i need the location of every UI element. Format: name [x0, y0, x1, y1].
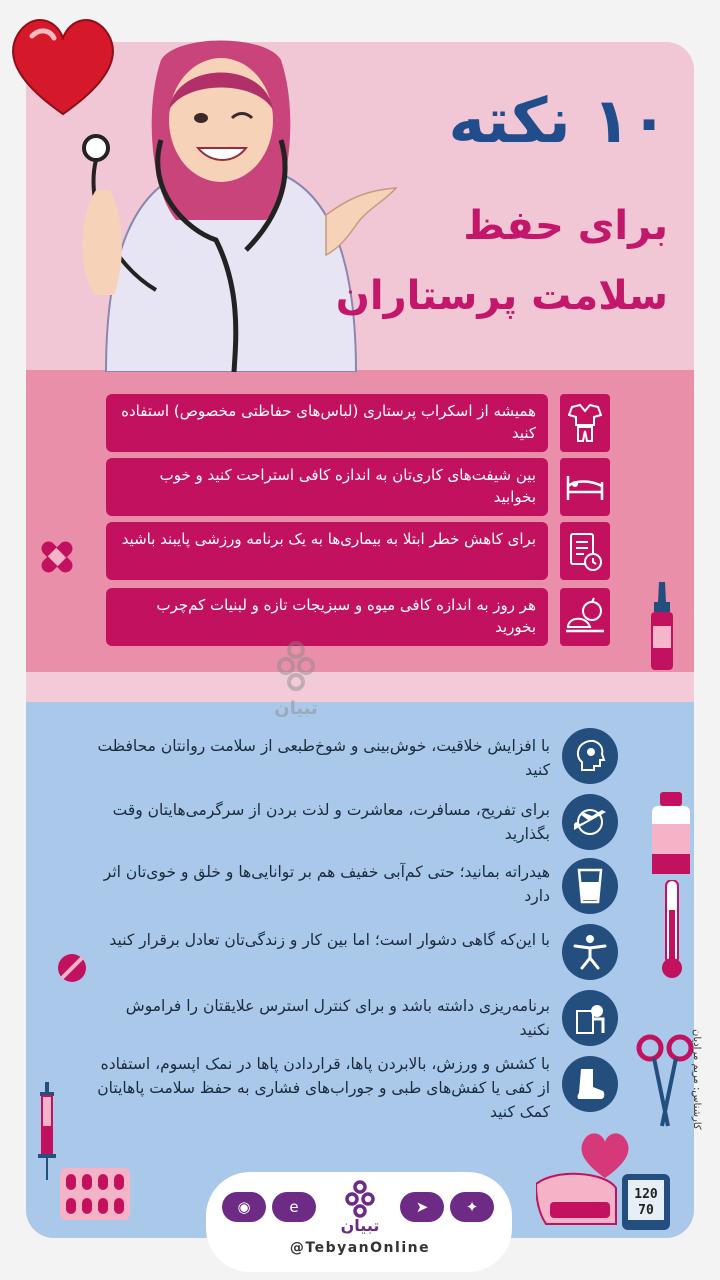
travel-icon: [562, 794, 618, 850]
medicine-bottle-icon: [650, 792, 692, 876]
credit-text: کارشناس: مریم مرادیان: [691, 1029, 702, 1130]
pink-tip-4: هر روز به اندازه کافی میوه و سبزیجات تازه و لبنیات کم‌چرب بخورید: [106, 588, 548, 646]
bed-icon: [560, 458, 610, 516]
pill-blister-icon: [60, 1168, 130, 1220]
nurse-illustration: [66, 40, 406, 372]
foot-icon: [562, 1056, 618, 1112]
blue-tip-1: با افزایش خلاقیت، خوش‌بینی و شوخ‌طبعی از سلامت روانتان محافظت کنید: [97, 737, 550, 779]
pink-tip-1: همیشه از اسکراب پرستاری (لباس‌های حفاظتی مخصوص) استفاده کنید: [106, 394, 548, 452]
thermometer-icon: [660, 880, 684, 980]
schedule-icon: [560, 522, 610, 580]
spray-bottle-icon: [648, 582, 676, 672]
blue-tip-3: هیدراته بمانید؛ حتی کم‌آبی خفیف هم بر توانایی‌ها و خلق و خوی‌تان اثر دارد: [103, 863, 550, 905]
blue-tip-4: با این‌که گاهی دشوار است؛ اما بین کار و زندگی‌تان تعادل برقرار کنید: [109, 931, 550, 949]
title-line-3: سلامت پرستاران: [335, 273, 668, 319]
title-line-2: برای حفظ: [463, 203, 668, 249]
watermark-text: تبیان: [274, 698, 318, 719]
mind-icon: [562, 728, 618, 784]
water-glass-icon: [562, 858, 618, 914]
monitor-bottom-reading: 70: [638, 1203, 654, 1218]
title-number: ۱۰ نکته: [448, 84, 668, 157]
telegram-icon[interactable]: ➤: [400, 1192, 444, 1222]
pink-tip-3: برای کاهش خطر ابتلا به بیماری‌ها به یک برنامه ورزشی پایبند باشید: [106, 522, 548, 580]
food-icon: [560, 588, 610, 646]
balance-icon: [562, 924, 618, 980]
scrubs-icon: [560, 394, 610, 452]
footer-handle[interactable]: @TebyanOnline: [289, 1240, 431, 1256]
blood-pressure-monitor-icon: [536, 1168, 672, 1232]
watermark-logo: [258, 640, 334, 720]
blue-tip-5: برنامه‌ریزی داشته باشد و برای کنترل استرس علایقتان را فراموش نکنید: [125, 997, 550, 1039]
pink-tip-2: بین شیفت‌های کاری‌تان به اندازه کافی استراحت کنید و خوب بخوابید: [106, 458, 548, 516]
syringe-icon: [36, 1082, 58, 1180]
blue-tip-6: با کشش و ورزش، بالابردن پاها، قراردادن پاها در نمک اپسوم، استفاده از کفی یا کفش‌های طبی و جوراب‌های فشاری به حفظ سلامت پاهایتان کمک کنید: [97, 1055, 550, 1121]
blue-tip-2: برای تفریح، مسافرت، معاشرت و لذت بردن از سرگرمی‌هایتان وقت بگذارید: [112, 801, 550, 843]
stress-icon: [562, 990, 618, 1046]
bandage-icon: [36, 536, 78, 578]
aparat-icon[interactable]: ◉: [222, 1192, 266, 1222]
eitaa-icon[interactable]: e: [272, 1192, 316, 1222]
monitor-top-reading: 120: [634, 1187, 658, 1202]
twitter-icon[interactable]: ✦: [450, 1192, 494, 1222]
brand-logo-icon[interactable]: [340, 1180, 380, 1220]
footer-brand: تبیان: [340, 1216, 380, 1235]
divider-band: [26, 672, 694, 702]
pill-icon: [56, 952, 88, 984]
